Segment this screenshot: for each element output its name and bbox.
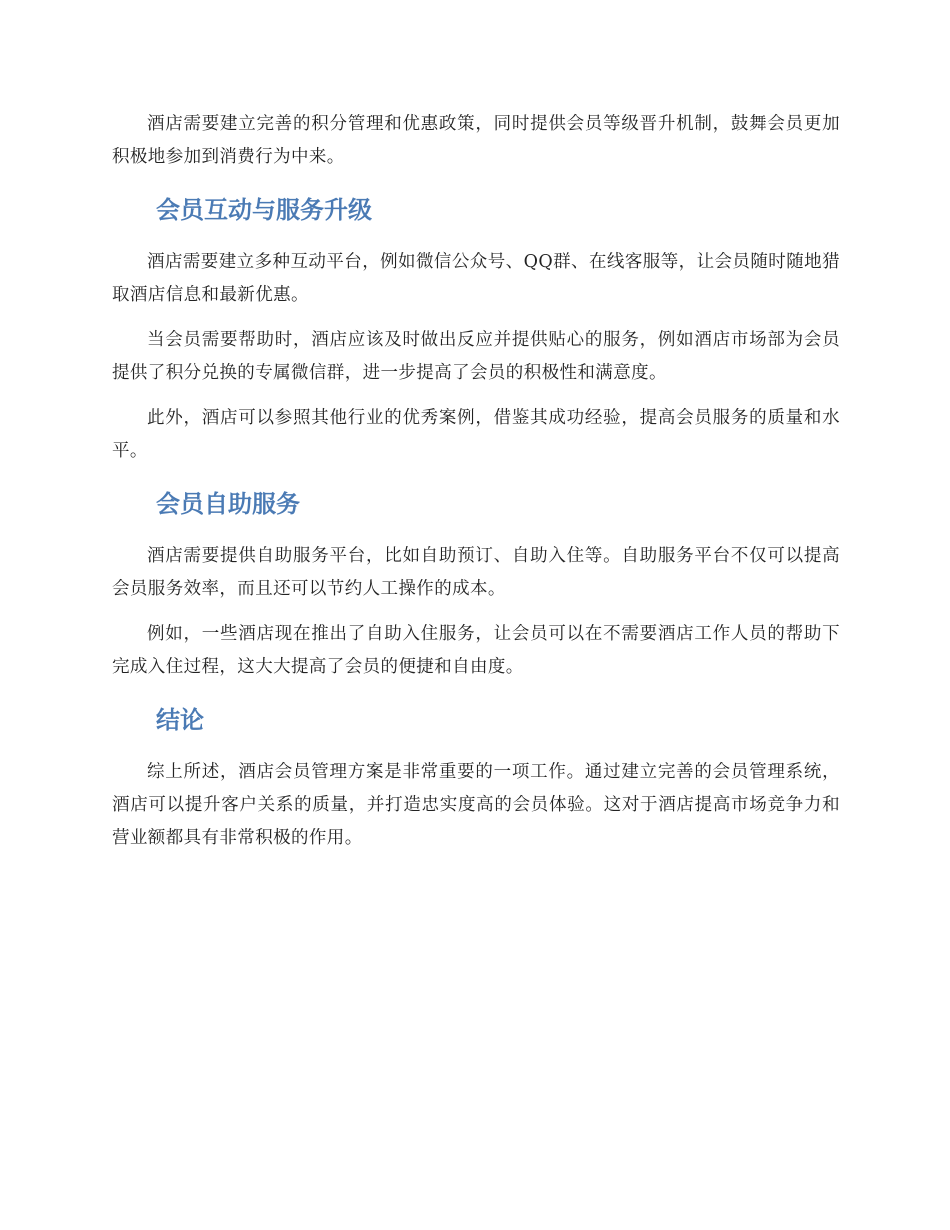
- paragraph-self-checkin-example: 例如，一些酒店现在推出了自助入住服务，让会员可以在不需要酒店工作人员的帮助下完成入住过程，这大大提高了会员的便捷和自由度。: [112, 624, 840, 677]
- paragraph-interaction-platforms: 酒店需要建立多种互动平台，例如微信公众号、QQ群、在线客服等，让会员随时随地猎取酒店信息和最新优惠。: [112, 252, 840, 305]
- section-heading-member-interaction: 会员互动与服务升级: [156, 196, 372, 224]
- section-heading-conclusion: 结论: [156, 706, 204, 734]
- document-page: [112, 108, 840, 867]
- intro-paragraph: 酒店需要建立完善的积分管理和优惠政策，同时提供会员等级晋升机制，鼓舞会员更加积极地参加到消费行为中来。: [112, 114, 840, 167]
- paragraph-self-service-platform: 酒店需要提供自助服务平台，比如自助预订、自助入住等。自助服务平台不仅可以提高会员服务效率，而且还可以节约人工操作的成本。: [112, 546, 840, 599]
- paragraph-industry-cases: 此外，酒店可以参照其他行业的优秀案例，借鉴其成功经验，提高会员服务的质量和水平。: [112, 408, 840, 461]
- section-heading-self-service: 会员自助服务: [156, 490, 300, 518]
- paragraph-conclusion: 综上所述，酒店会员管理方案是非常重要的一项工作。通过建立完善的会员管理系统，酒店可以提升客户关系的质量，并打造忠实度高的会员体验。这对于酒店提高市场竞争力和营业额都具有非常积极的作用。: [112, 762, 840, 848]
- paragraph-timely-service: 当会员需要帮助时，酒店应该及时做出反应并提供贴心的服务，例如酒店市场部为会员提供了积分兑换的专属微信群，进一步提高了会员的积极性和满意度。: [112, 330, 840, 383]
